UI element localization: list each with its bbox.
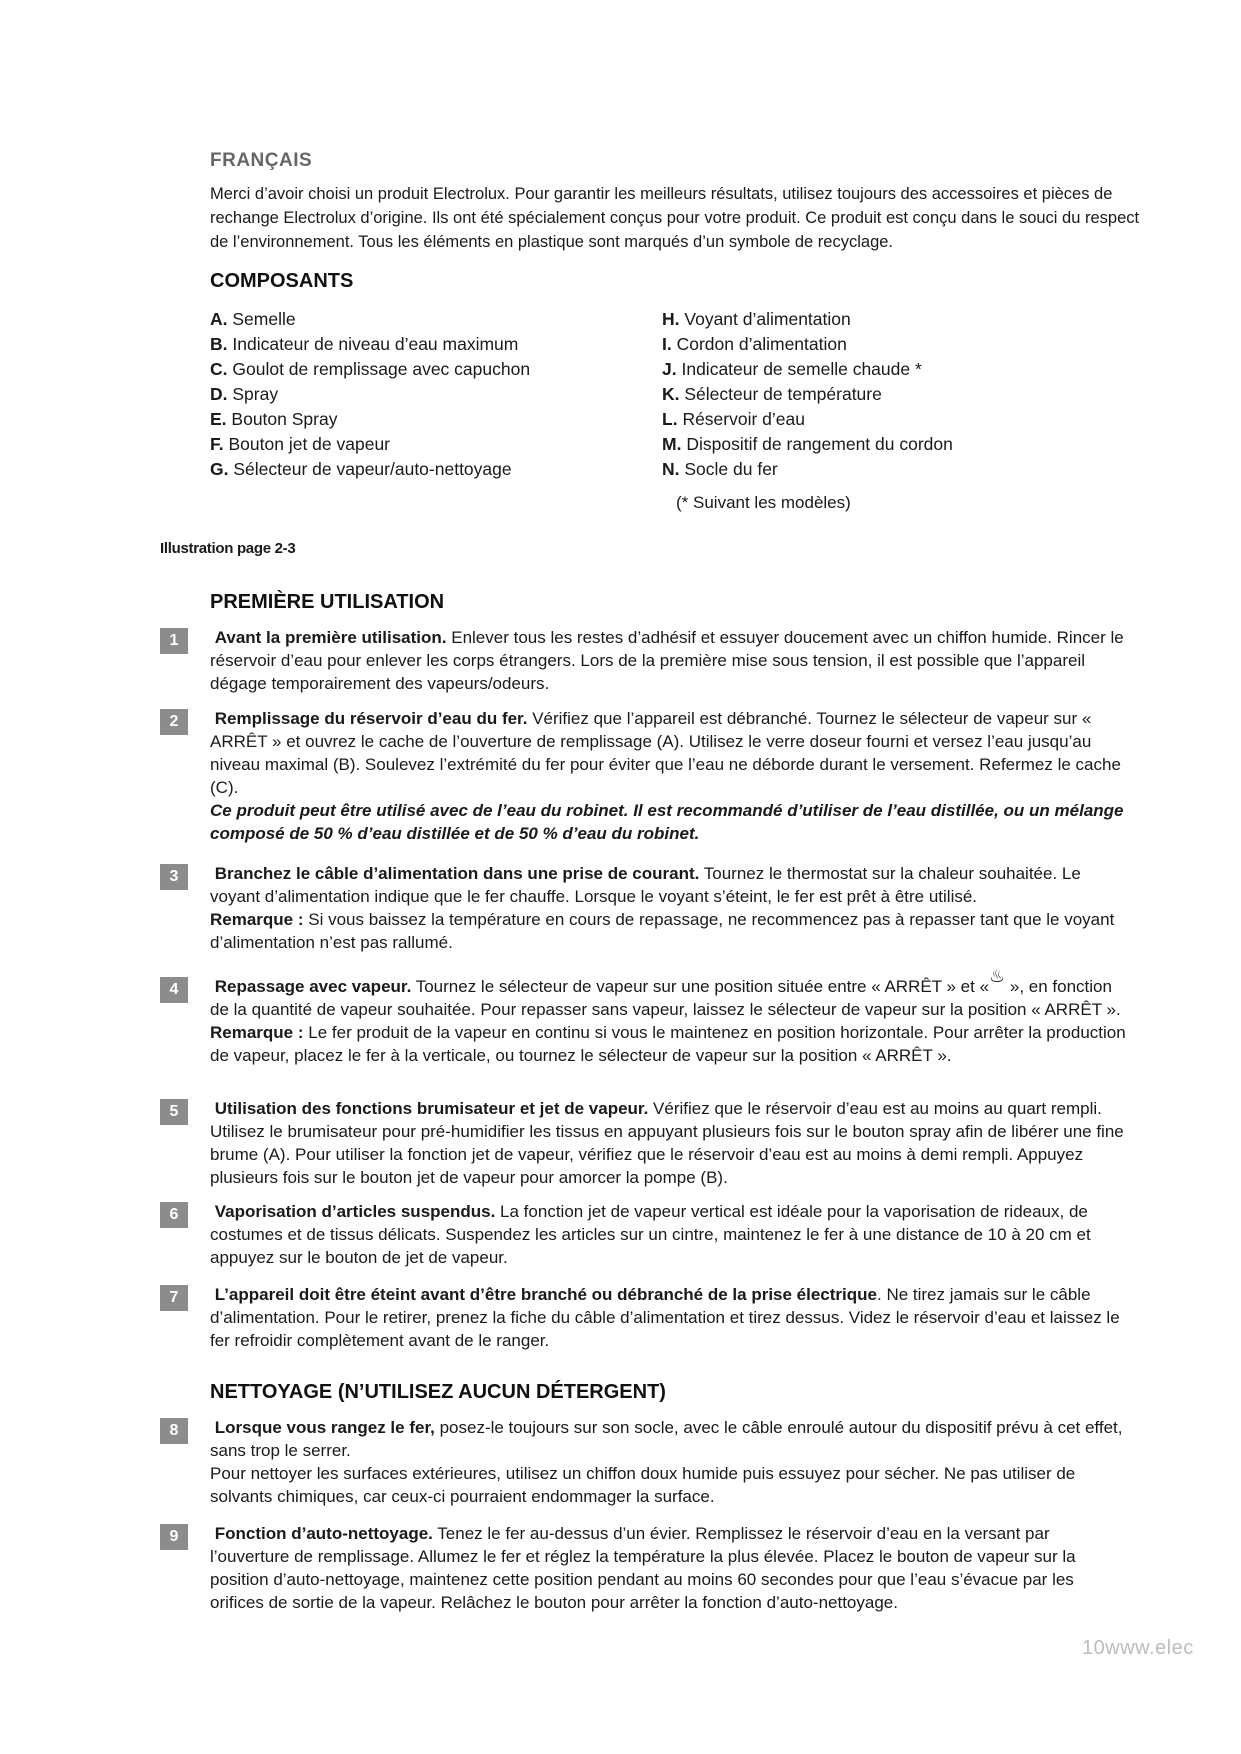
step-2	[169, 707, 1130, 845]
step-number: 2	[160, 709, 188, 735]
component-item: D. Spray	[210, 384, 279, 404]
illustration-reference: Illustration page 2-3	[160, 540, 296, 557]
cleaning-title: NETTOYAGE (N’UTILISEZ AUCUN DÉTERGENT)	[210, 1381, 666, 1403]
step-number: 3	[160, 864, 188, 890]
step-number: 4	[160, 977, 188, 1003]
step-number: 9	[160, 1524, 188, 1550]
step-1	[169, 626, 1130, 695]
step-5	[169, 1097, 1130, 1189]
step-number: 6	[160, 1202, 188, 1228]
component-item: M. Dispositif de rangement du cordon	[662, 434, 953, 454]
component-item: L. Réservoir d’eau	[662, 409, 805, 429]
step-3	[169, 862, 1130, 954]
step-9	[169, 1522, 1130, 1614]
step-4	[169, 966, 1130, 1067]
component-item: A. Semelle	[210, 309, 296, 329]
intro-paragraph: Merci d’avoir choisi un produit Electrolux. Pour garantir les meilleurs résultats, utilisez toujours des accessoires et pièces de rechange Electrolux d’origine. Ils ont été spécialement conçus pour votre produit. Ce produit est conçu dans le souci du respect de l’environnement. Tous les éléments en plastique sont marqués d’un symbole de recyclage.	[210, 185, 1140, 251]
step-number: 1	[160, 628, 188, 654]
models-note: (* Suivant les modèles)	[676, 493, 851, 512]
steam-icon: ♨	[989, 966, 1006, 986]
step-warning: Ce produit peut être utilisé avec de l’eau du robinet. Il est recommandé d’utiliser de l’eau distillée, ou un mélange composé de 50 % d’eau distillée et de 50 % d’eau du robinet.	[210, 801, 1124, 843]
component-item: G. Sélecteur de vapeur/auto-nettoyage	[210, 459, 512, 479]
step-text: Vaporisation d’articles suspendus. La fonction jet de vapeur vertical est idéale pour la vaporisation de rideaux, de costumes et de tissus délicats. Suspendez les articles sur un cintre, maintenez le fer à une distance de 10 à 20 cm et appuyez sur le bouton de jet de vapeur.	[210, 1202, 1091, 1267]
step-extra: Pour nettoyer les surfaces extérieures, utilisez un chiffon doux humide puis essuyez pour sécher. Ne pas utiliser de solvants chimiques, car ceux-ci pourraient endommager la surface.	[210, 1464, 1076, 1506]
step-6	[169, 1200, 1130, 1269]
component-item: J. Indicateur de semelle chaude *	[662, 359, 922, 379]
step-number: 7	[160, 1285, 188, 1311]
components-list-left	[210, 307, 650, 482]
component-item: B. Indicateur de niveau d’eau maximum	[210, 334, 519, 354]
component-item: K. Sélecteur de température	[662, 384, 882, 404]
step-remark: Remarque : Si vous baissez la température en cours de repassage, ne recommencez pas à repasser tant que le voyant d’alimentation n’est pas rallumé.	[210, 910, 1115, 952]
component-item: I. Cordon d’alimentation	[662, 334, 847, 354]
step-text: Avant la première utilisation. Enlever tous les restes d’adhésif et essuyer doucement avec un chiffon humide. Rincer le réservoir d’eau pour enlever les corps étrangers. Lors de la première mise sous tension, il est possible que l’appareil dégage temporairement des vapeurs/odeurs.	[210, 628, 1124, 693]
component-item: N. Socle du fer	[662, 459, 778, 479]
first-use-title: PREMIÈRE UTILISATION	[210, 591, 445, 613]
component-item: C. Goulot de remplissage avec capuchon	[210, 359, 531, 379]
step-text: L’appareil doit être éteint avant d’être branché ou débranché de la prise électrique. Ne tirez jamais sur le câble d’alimentation. Pour le retirer, prenez la fiche du câble d’alimentation et tirez dessus. Videz le réservoir d’eau et laissez le fer refroidir complètement avant de le ranger.	[210, 1285, 1120, 1350]
step-number: 5	[160, 1099, 188, 1125]
step-8	[169, 1416, 1130, 1508]
component-item: E. Bouton Spray	[210, 409, 338, 429]
component-item: H. Voyant d’alimentation	[662, 309, 851, 329]
step-text: Branchez le câble d’alimentation dans une prise de courant. Tournez le thermostat sur la chaleur souhaitée. Le voyant d’alimentation indique que le fer chauffe. Lorsque le voyant s’éteint, le fer est prêt à être utilisé.	[210, 864, 1081, 906]
step-number: 8	[160, 1418, 188, 1444]
footer-watermark: 10www.elec	[1082, 1637, 1194, 1659]
components-list-right	[662, 307, 1102, 482]
components-title: COMPOSANTS	[210, 270, 354, 292]
step-text: Lorsque vous rangez le fer, posez-le toujours sur son socle, avec le câble enroulé autour du dispositif prévu à cet effet, sans trop le serrer.	[210, 1418, 1123, 1460]
language-heading: FRANÇAIS	[210, 150, 313, 171]
step-text: Fonction d’auto-nettoyage. Tenez le fer au-dessus d’un évier. Remplissez le réservoir d’eau en la versant par l’ouverture de remplissage. Allumez le fer et réglez la température la plus élevée. Placez le bouton de vapeur sur la position d’auto-nettoyage, maintenez cette position pendant au moins 60 secondes pour que l’eau s’évacue par les orifices de sortie de la vapeur. Relâchez le bouton pour arrêter la fonction d’auto-nettoyage.	[210, 1524, 1076, 1612]
step-text: Remplissage du réservoir d’eau du fer. Vérifiez que l’appareil est débranché. Tournez le sélecteur de vapeur sur « ARRÊT » et ouvrez le cache de l’ouverture de remplissage (A). Utilisez le verre doseur fourni et versez l’eau jusqu’au niveau maximal (B). Soulevez l’extrémité du fer pour éviter que l’eau ne déborde durant le versement. Refermez le cache (C).	[210, 709, 1121, 797]
step-7	[169, 1283, 1130, 1352]
step-text: Repassage avec vapeur. Tournez le sélecteur de vapeur sur une position située entre « ARRÊT » et «♨ », en fonction de la quantité de vapeur souhaitée. Pour repasser sans vapeur, laissez le sélecteur de vapeur sur la position « ARRÊT ». Remarque : Le fer produit de la vapeur en continu si vous le maintenez en position horizontale. Pour arrêter la production de vapeur, placez le fer à la verticale, ou tournez le sélecteur de vapeur sur la position « ARRÊT ».	[210, 966, 1126, 1065]
component-item: F. Bouton jet de vapeur	[210, 434, 391, 454]
step-text: Utilisation des fonctions brumisateur et jet de vapeur. Vérifiez que le réservoir d’eau est au moins au quart rempli. Utilisez le brumisateur pour pré-humidifier les tissus en appuyant plusieurs fois sur le bouton spray afin de libérer une fine brume (A). Pour utiliser la fonction jet de vapeur, vérifiez que le réservoir d’eau est au moins à demi rempli. Appuyez plusieurs fois sur le bouton jet de vapeur pour amorcer la pompe (B).	[210, 1099, 1124, 1187]
